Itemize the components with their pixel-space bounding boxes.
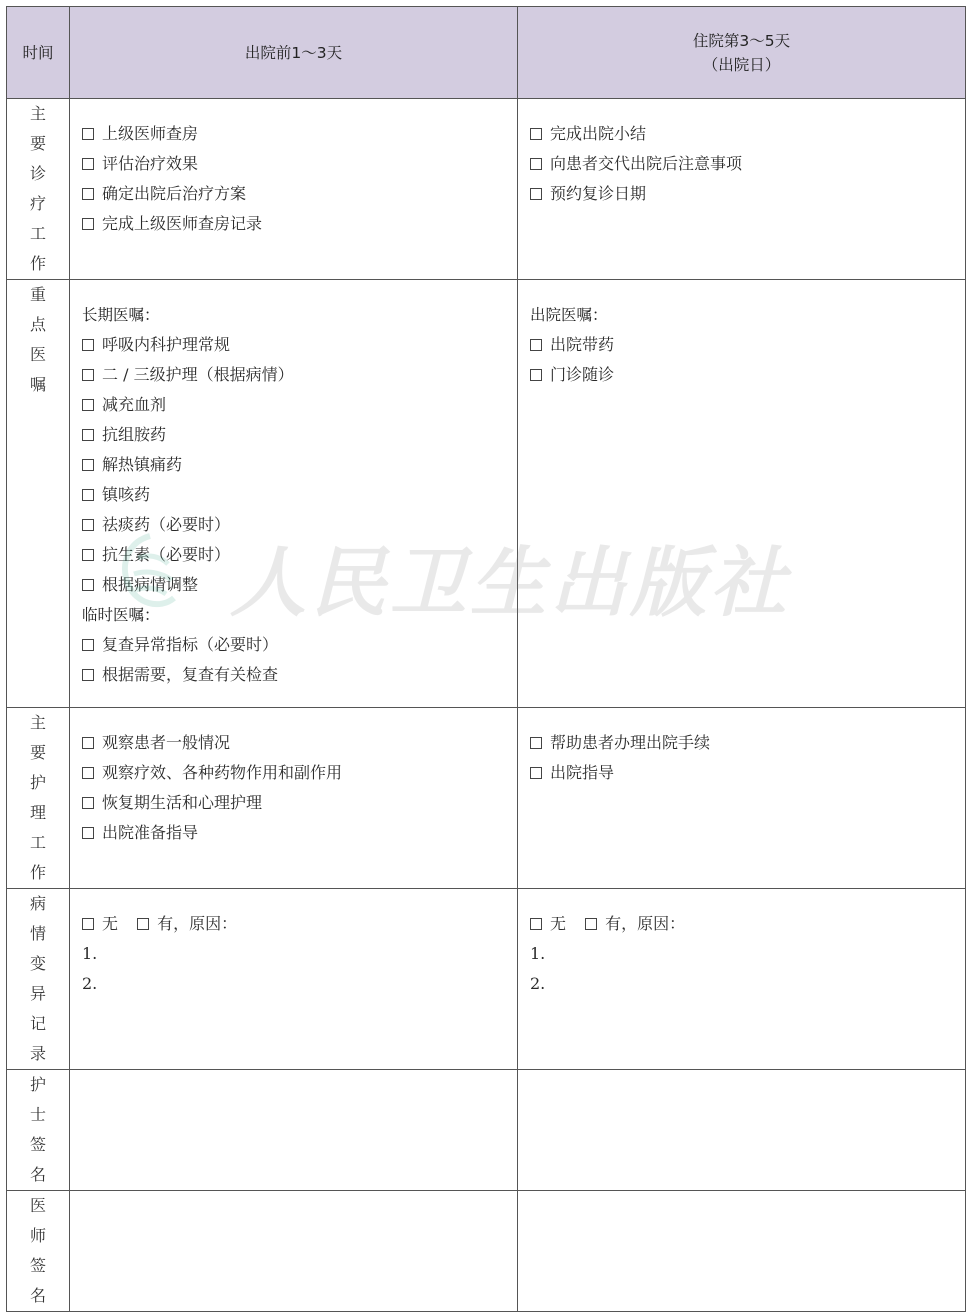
- header-discharge-line2: （出院日）: [702, 55, 781, 74]
- checklist-item: 出院带药: [530, 330, 953, 360]
- checklist-item: 确定出院后治疗方案: [82, 179, 505, 209]
- header-discharge-line1: 住院第3～5天: [692, 31, 791, 50]
- variation-item-2: 2.: [530, 974, 546, 993]
- watermark-text: 人民卫生出版社: [230, 538, 790, 627]
- checklist-item: 完成出院小结: [530, 119, 953, 149]
- long-term-orders-title: 长期医嘱：: [82, 306, 160, 324]
- checklist-item: 复查异常指标（必要时）: [82, 630, 505, 660]
- checklist-item: 向患者交代出院后注意事项: [530, 149, 953, 179]
- checkbox-icon: [82, 429, 94, 441]
- checklist-item: 上级医师查房: [82, 119, 505, 149]
- checkbox-icon: [82, 218, 94, 230]
- checklist-item: 出院准备指导: [82, 818, 505, 848]
- checklist-item: 完成上级医师查房记录: [82, 209, 505, 239]
- checkbox-icon: [82, 639, 94, 651]
- checklist-item: 镇咳药: [82, 480, 505, 510]
- checkbox-icon: [82, 158, 94, 170]
- checkbox-icon: [585, 918, 597, 930]
- doctor-signature-pre[interactable]: [70, 1191, 518, 1312]
- checklist-item: 观察患者一般情况: [82, 728, 505, 758]
- row-label-nurse-signature: 护士签名: [7, 1070, 70, 1191]
- variation-options: [530, 909, 953, 939]
- header-row: [7, 7, 966, 99]
- checkbox-icon: [530, 128, 542, 140]
- checklist-item: 祛痰药（必要时）: [82, 510, 505, 540]
- cell-main-work-pre: [70, 99, 518, 280]
- checkbox-icon: [530, 158, 542, 170]
- checklist-item: 根据需要，复查有关检查: [82, 660, 505, 690]
- checkbox-icon: [137, 918, 149, 930]
- variation-item-1: 1.: [82, 944, 98, 963]
- checklist-item: 帮助患者办理出院手续: [530, 728, 953, 758]
- checklist-item: 出院指导: [530, 758, 953, 788]
- row-label-nursing: 主要护理工作: [7, 708, 70, 889]
- cell-variation-discharge: [518, 889, 966, 1070]
- checklist-item: 门诊随诊: [530, 360, 953, 390]
- checklist-item: 解热镇痛药: [82, 450, 505, 480]
- header-time: 时间: [7, 7, 70, 99]
- checkbox-icon: [82, 767, 94, 779]
- checkbox-icon: [530, 339, 542, 351]
- checkbox-icon: [530, 767, 542, 779]
- row-label-doctor-signature: 医师签名: [7, 1191, 70, 1312]
- checkbox-icon: [530, 737, 542, 749]
- checkbox-icon: [82, 918, 94, 930]
- variation-item-1: 1.: [530, 944, 546, 963]
- row-nurse-signature: [7, 1070, 966, 1191]
- option-yes-label: 有，原因：: [157, 914, 238, 933]
- discharge-orders-title: 出院医嘱：: [530, 306, 608, 324]
- checkbox-icon: [82, 188, 94, 200]
- checkbox-icon: [82, 579, 94, 591]
- nurse-signature-discharge[interactable]: [518, 1070, 966, 1191]
- cell-variation-pre: [70, 889, 518, 1070]
- row-label-variation: 病情变异记录: [7, 889, 70, 1070]
- checkbox-icon: [530, 369, 542, 381]
- checklist-item: 抗组胺药: [82, 420, 505, 450]
- checklist-item: 减充血剂: [82, 390, 505, 420]
- header-discharge-day: [518, 7, 966, 99]
- row-main-work: [7, 99, 966, 280]
- row-key-orders: [7, 280, 966, 708]
- checkbox-icon: [82, 489, 94, 501]
- checkbox-icon: [530, 918, 542, 930]
- row-variation: [7, 889, 966, 1070]
- row-label-main-work: 主要诊疗工作: [7, 99, 70, 280]
- option-none-label: 无: [550, 914, 567, 933]
- checkbox-icon: [530, 188, 542, 200]
- checkbox-icon: [82, 459, 94, 471]
- variation-item-2: 2.: [82, 974, 98, 993]
- checkbox-icon: [82, 797, 94, 809]
- header-pre-discharge: 出院前1～3天: [70, 7, 518, 99]
- checklist-item: 评估治疗效果: [82, 149, 505, 179]
- checklist-item: 预约复诊日期: [530, 179, 953, 209]
- checkbox-icon: [82, 669, 94, 681]
- nurse-signature-pre[interactable]: [70, 1070, 518, 1191]
- checklist-item: 恢复期生活和心理护理: [82, 788, 505, 818]
- checkbox-icon: [82, 399, 94, 411]
- row-nursing: [7, 708, 966, 889]
- row-label-key-orders: 重点医嘱: [7, 280, 70, 708]
- checkbox-icon: [82, 737, 94, 749]
- option-none-label: 无: [102, 914, 119, 933]
- doctor-signature-discharge[interactable]: [518, 1191, 966, 1312]
- checkbox-icon: [82, 369, 94, 381]
- checklist-item: 二 / 三级护理（根据病情）: [82, 360, 505, 390]
- cell-main-work-discharge: [518, 99, 966, 280]
- cell-nursing-pre: [70, 708, 518, 889]
- cell-orders-discharge: [518, 280, 966, 708]
- checklist-item: 呼吸内科护理常规: [82, 330, 505, 360]
- checklist-item: 抗生素（必要时）: [82, 540, 505, 570]
- checklist-item: 根据病情调整: [82, 570, 505, 600]
- checklist-item: 观察疗效、各种药物作用和副作用: [82, 758, 505, 788]
- checkbox-icon: [82, 827, 94, 839]
- checkbox-icon: [82, 549, 94, 561]
- checkbox-icon: [82, 339, 94, 351]
- checkbox-icon: [82, 519, 94, 531]
- cell-orders-pre: [70, 280, 518, 708]
- clinical-pathway-table: [6, 6, 966, 1312]
- option-yes-label: 有，原因：: [605, 914, 686, 933]
- cell-nursing-discharge: [518, 708, 966, 889]
- row-doctor-signature: [7, 1191, 966, 1312]
- temporary-orders-title: 临时医嘱：: [82, 606, 160, 624]
- checkbox-icon: [82, 128, 94, 140]
- variation-options: [82, 909, 505, 939]
